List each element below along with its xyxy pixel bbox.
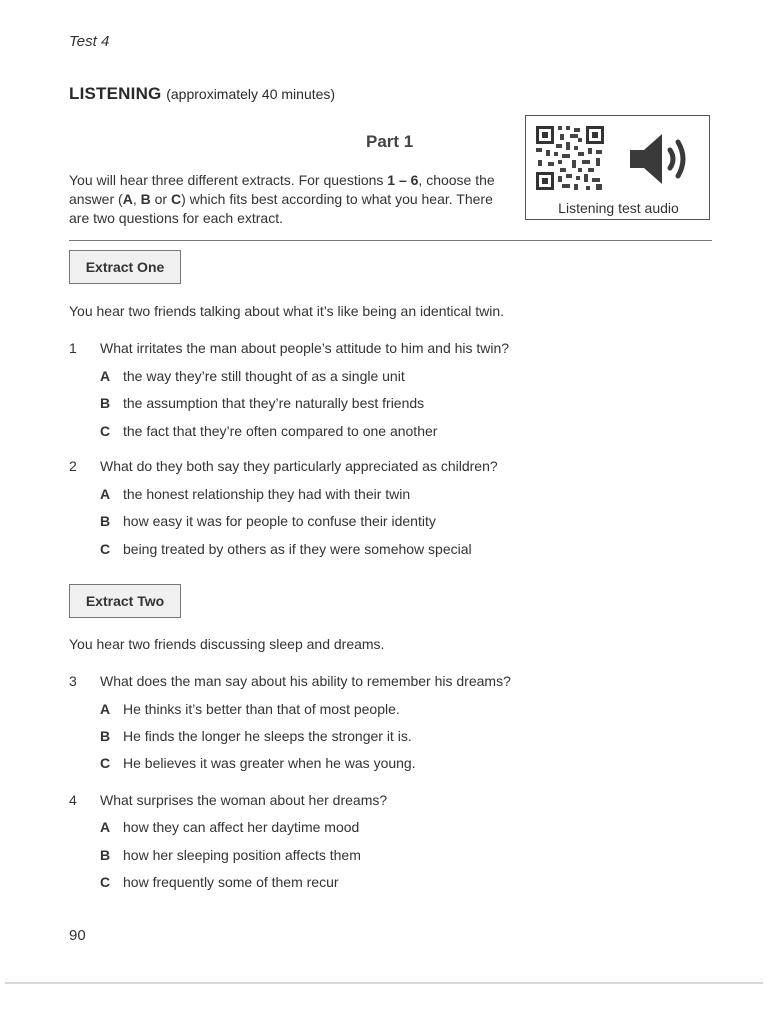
- test-label: Test 4: [69, 33, 110, 50]
- option-letter[interactable]: A: [100, 486, 111, 502]
- option-letter[interactable]: A: [100, 819, 111, 835]
- question-text: What surprises the woman about her dreams?: [100, 792, 388, 808]
- option-letter[interactable]: C: [100, 541, 111, 557]
- option-text[interactable]: He believes it was greater when he was young.: [123, 755, 416, 771]
- extract-two-label: Extract Two: [69, 584, 181, 618]
- option-text[interactable]: He thinks it’s better than that of most people.: [123, 701, 400, 717]
- option-text[interactable]: the assumption that they’re naturally best friends: [123, 395, 425, 411]
- option-letter[interactable]: A: [100, 368, 111, 384]
- audio-caption: Listening test audio: [558, 200, 679, 216]
- option-text[interactable]: how her sleeping position affects them: [123, 847, 361, 863]
- question-number: 2: [69, 458, 77, 474]
- question-text: What irritates the man about people’s attitude to him and his twin?: [100, 340, 510, 356]
- part-title: Part 1: [366, 132, 414, 151]
- section-title: [69, 84, 335, 104]
- extract-one-intro: You hear two friends talking about what it’s like being an identical twin.: [69, 303, 505, 319]
- speaker-icon[interactable]: [626, 130, 692, 188]
- option-letter[interactable]: B: [100, 395, 111, 411]
- section-heading: LISTENING: [69, 84, 162, 103]
- option-letter[interactable]: C: [100, 755, 111, 771]
- option-text[interactable]: how they can affect her daytime mood: [123, 819, 360, 835]
- option-letter[interactable]: B: [100, 728, 111, 744]
- option-letter[interactable]: C: [100, 423, 111, 439]
- option-letter[interactable]: C: [100, 874, 111, 890]
- option-letter[interactable]: B: [100, 847, 111, 863]
- instructions: You will hear three different extracts. For questions 1 – 6, choose the answer (A, B or C) which fits best according to what you hear. There are two questions for each extract.: [69, 172, 495, 226]
- question-text: What do they both say they particularly appreciated as children?: [100, 458, 498, 474]
- section-duration: (approximately 40 minutes): [166, 86, 336, 102]
- page-bottom-edge: [5, 982, 763, 984]
- option-text[interactable]: how easy it was for people to confuse their identity: [123, 513, 436, 529]
- option-text[interactable]: how frequently some of them recur: [123, 874, 339, 890]
- listening-audio-box[interactable]: [525, 115, 710, 220]
- page-number: 90: [69, 927, 86, 944]
- option-letter[interactable]: A: [100, 701, 111, 717]
- question-number: 1: [69, 340, 77, 356]
- extract-two-intro: You hear two friends discussing sleep and dreams.: [69, 636, 385, 652]
- option-letter[interactable]: B: [100, 513, 111, 529]
- option-text[interactable]: He finds the longer he sleeps the stronger it is.: [123, 728, 412, 744]
- option-text[interactable]: the fact that they’re often compared to one another: [123, 423, 438, 439]
- qr-code-icon[interactable]: [534, 124, 606, 192]
- extract-one-label: Extract One: [69, 250, 181, 284]
- section-divider: [69, 240, 712, 241]
- option-text[interactable]: the way they’re still thought of as a single unit: [123, 368, 405, 384]
- option-text[interactable]: the honest relationship they had with their twin: [123, 486, 411, 502]
- question-text: What does the man say about his ability to remember his dreams?: [100, 673, 511, 689]
- option-text[interactable]: being treated by others as if they were somehow special: [123, 541, 472, 557]
- question-number: 3: [69, 673, 77, 689]
- question-number: 4: [69, 792, 77, 808]
